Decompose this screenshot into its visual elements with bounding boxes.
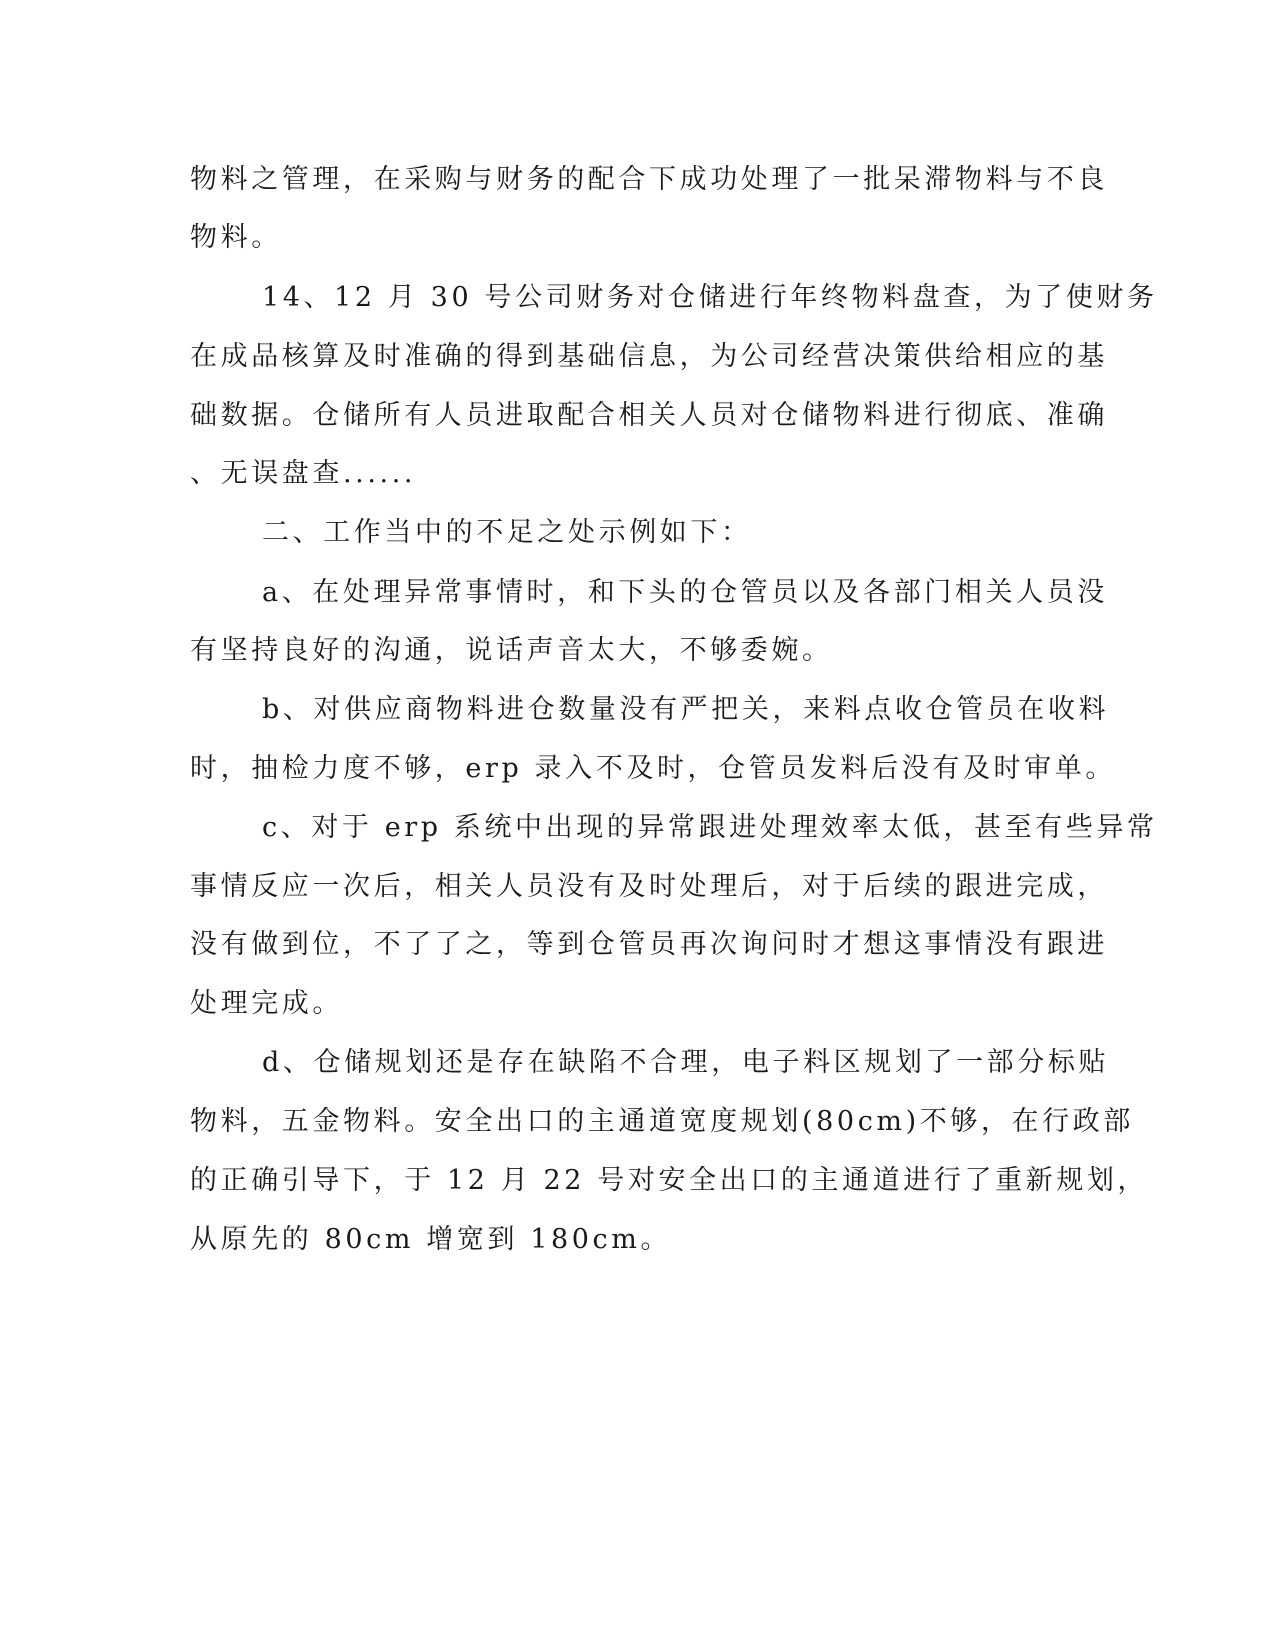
text-line: 有坚持良好的沟通，说话声音太大，不够委婉。: [190, 635, 833, 666]
text-line: 时，抽检力度不够，erp 录入不及时，仓管员发料后没有及时审单。: [190, 753, 1116, 784]
text-line: 处理完成。: [190, 988, 343, 1019]
text-line: 物料之管理，在采购与财务的配合下成功处理了一批呆滞物料与不良: [190, 164, 1108, 195]
text-line: d、仓储规划还是存在缺陷不合理，电子料区规划了一部分标贴: [262, 1047, 1110, 1078]
text-line: b、对供应商物料进仓数量没有严把关，来料点收仓管员在收料: [262, 694, 1110, 725]
text-line: 事情反应一次后，相关人员没有及时处理后，对于后续的跟进完成，: [190, 871, 1108, 902]
section-heading: 二、工作当中的不足之处示例如下：: [262, 517, 752, 548]
text-line: 从原先的 80cm 增宽到 180cm。: [190, 1224, 672, 1255]
text-line: 的正确引导下，于 12 月 22 号对安全出口的主通道进行了重新规划，: [190, 1165, 1149, 1196]
text-line: 物料。: [190, 222, 282, 253]
text-line: 、无误盘查......: [190, 458, 417, 489]
text-line: a、在处理异常事情时，和下头的仓管员以及各部门相关人员没: [262, 577, 1108, 608]
text-line: 础数据。仓储所有人员进取配合相关人员对仓储物料进行彻底、准确: [190, 400, 1108, 431]
text-line: 14、12 月 30 号公司财务对仓储进行年终物料盘查，为了使财务: [262, 282, 1158, 313]
text-line: 物料，五金物料。安全出口的主通道宽度规划(80cm)不够，在行政部: [190, 1106, 1134, 1137]
text-line: 在成品核算及时准确的得到基础信息，为公司经营决策供给相应的基: [190, 341, 1108, 372]
text-line: c、对于 erp 系统中出现的异常跟进处理效率太低，甚至有些异常: [262, 812, 1158, 843]
text-line: 没有做到位，不了了之，等到仓管员再次询问时才想这事情没有跟进: [190, 929, 1108, 960]
